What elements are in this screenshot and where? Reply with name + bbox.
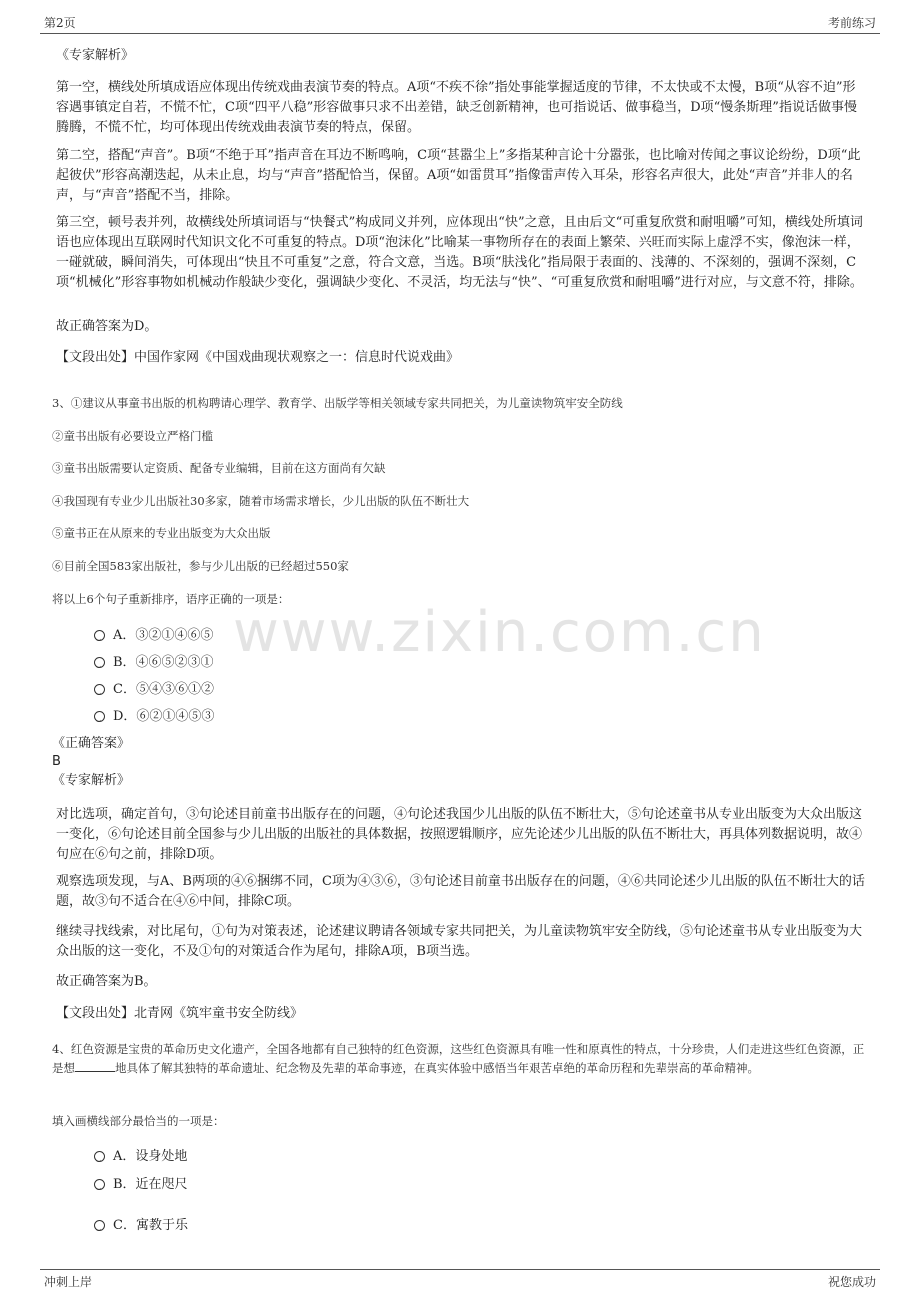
footer-rule	[40, 1269, 880, 1270]
q2-analysis-p1: 第一空，横线处所填成语应体现出传统戏曲表演节奏的特点。A项“不疾不徐”指处事能掌握适度的节律，不太快或不太慢，B项“从容不迫”形容遇事镇定自若，不慌不忙，C项“四平八稳”形容做事只求不出差错，缺乏创新精神，也可指说话、做事稳当，D项“慢条斯理”指说话做事慢腾腾，不慌不忙，均可体现出传统戏曲表演节奏的特点，保留。	[56, 80, 857, 135]
q3-option-b[interactable]	[94, 651, 214, 670]
q3-answer: B	[52, 754, 61, 769]
q3-option-d[interactable]	[94, 705, 214, 724]
footer-right: 祝您成功	[827, 1275, 876, 1289]
q3-analysis-p1: 对比选项，确定首句，③句论述目前童书出版存在的问题，④句论述我国少儿出版的队伍不断壮大，⑤句论述童书从专业出版变为大众出版这一变化，⑥句论述目前全国参与少儿出版的出版社的具体数据，按照逻辑顺序，应先论述少儿出版的队伍不断壮大，再具体列数据说明，故④句应在⑥句之前，排除D项。	[56, 807, 863, 862]
q3-analysis-p2: 观察选项发现，与A、B两项的④⑥捆绑不同，C项为④③⑥，③句论述目前童书出版存在的问题，④⑥共同论述少儿出版的队伍不断壮大的话题，故③句不适合在④⑥中间，排除C项。	[56, 874, 865, 909]
option-label: A．设身处地	[113, 1149, 188, 1164]
q4-option-b[interactable]	[94, 1173, 188, 1192]
q3-sentence-5: ⑤童书正在从原来的专业出版变为大众出版	[52, 526, 271, 540]
header-title: 考前练习	[827, 16, 876, 30]
q4-option-c[interactable]	[94, 1214, 188, 1233]
radio-icon[interactable]	[94, 630, 105, 641]
q3-sentence-2: ②童书出版有必要设立严格门槛	[52, 429, 213, 443]
option-label: B．近在咫尺	[113, 1177, 188, 1192]
footer-left: 冲刺上岸	[44, 1275, 93, 1289]
header-rule	[40, 33, 880, 34]
q3-prompt: 将以上6个句子重新排序，语序正确的一项是：	[52, 592, 290, 606]
watermark: www.zixin.com.cn	[233, 600, 766, 665]
option-label: B．④⑥⑤②③①	[113, 655, 214, 670]
q2-analysis-label: 《专家解析》	[56, 48, 135, 63]
radio-icon[interactable]	[94, 711, 105, 722]
option-label: A．③②①④⑥⑤	[113, 628, 214, 643]
q3-sentence-4: ④我国现有专业少儿出版社30多家，随着市场需求增长，少儿出版的队伍不断壮大	[52, 494, 470, 508]
q4-stem	[52, 1040, 870, 1078]
option-label: D．⑥②①④⑤③	[113, 709, 215, 724]
q3-sentence-1: 3、①建议从事童书出版的机构聘请心理学、教育学、出版学等相关领域专家共同把关，为儿童读物筑牢安全防线	[52, 396, 623, 410]
radio-icon[interactable]	[94, 684, 105, 695]
q4-prompt: 填入画横线部分最恰当的一项是：	[52, 1114, 225, 1128]
fill-in-blank	[75, 1059, 115, 1072]
q2-analysis-p2: 第二空，搭配“声音”。B项“不绝于耳”指声音在耳边不断鸣响，C项“甚嚣尘上”多指某种言论十分嚣张，也比喻对传闻之事议论纷纷，D项“此起彼伏”形容高潮迭起，从未止息，均与“声音”搭配恰当，保留。A项“如雷贯耳”指像雷声传入耳朵，形容名声很大，此处“声音”并非人的名声，与“声音”搭配不当，排除。	[56, 148, 861, 203]
option-label: C．寓教于乐	[113, 1218, 188, 1233]
q3-source: 【文段出处】北青网《筑牢童书安全防线》	[56, 1006, 304, 1021]
q4-stem-before: 4、红色资源是宝贵的革命历史文化遗产，全国各地都有自己独特的红色资源，这些红色资源具有唯一性和原真性的特点，十分珍贵，人们走进这些红色资源，正是想	[52, 1042, 865, 1075]
q2-conclusion: 故正确答案为D。	[56, 319, 158, 334]
q4-option-a[interactable]	[94, 1145, 187, 1164]
radio-icon[interactable]	[94, 1151, 105, 1162]
q3-option-a[interactable]	[94, 624, 213, 643]
q4-stem-after: 地具体了解其独特的革命遗址、纪念物及先辈的革命事迹，在真实体验中感悟当年艰苦卓绝的革命历程和先辈崇高的革命精神。	[115, 1061, 759, 1075]
q3-conclusion: 故正确答案为B。	[56, 974, 157, 989]
option-label: C．⑤④③⑥①②	[113, 682, 214, 697]
q2-source: 【文段出处】中国作家网《中国戏曲现状观察之一：信息时代说戏曲》	[56, 350, 460, 365]
q3-sentence-6: ⑥目前全国583家出版社，参与少儿出版的已经超过550家	[52, 559, 349, 573]
q2-analysis-p3: 第三空，顿号表并列，故横线处所填词语与“快餐式”构成同义并列，应体现出“快”之意，且由后文“可重复欣赏和耐咀嚼”可知，横线处所填词语也应体现出互联网时代知识文化不可重复的特点。D项“泡沫化”比喻某一事物所存在的表面上繁荣、兴旺而实际上虚浮不实，像泡沫一样，一碰就破，瞬间消失，可体现出“快且不可重复”之意，符合文意，当选。B项“肤浅化”指局限于表面的、浅薄的、不深刻的，强调不深刻，C项“机械化”形容事物如机械动作般缺少变化，强调缺少变化、不灵活，均无法与“快”、“可重复欣赏和耐咀嚼”进行对应，与文意不符，排除。	[56, 215, 863, 290]
radio-icon[interactable]	[94, 657, 105, 668]
page-number: 第2页	[44, 16, 76, 30]
q3-analysis-label: 《专家解析》	[52, 773, 131, 788]
q3-analysis-p3: 继续寻找线索，对比尾句，①句为对策表述，论述建议聘请各领域专家共同把关，为儿童读物筑牢安全防线，⑤句论述童书从专业出版变为大众出版的这一变化，不及①句的对策适合作为尾句，排除A项，B项当选。	[56, 924, 863, 959]
radio-icon[interactable]	[94, 1179, 105, 1190]
q3-sentence-3: ③童书出版需要认定资质、配备专业编辑，目前在这方面尚有欠缺	[52, 461, 386, 475]
q3-answer-label: 《正确答案》	[52, 736, 131, 751]
radio-icon[interactable]	[94, 1220, 105, 1231]
q3-option-c[interactable]	[94, 678, 214, 697]
